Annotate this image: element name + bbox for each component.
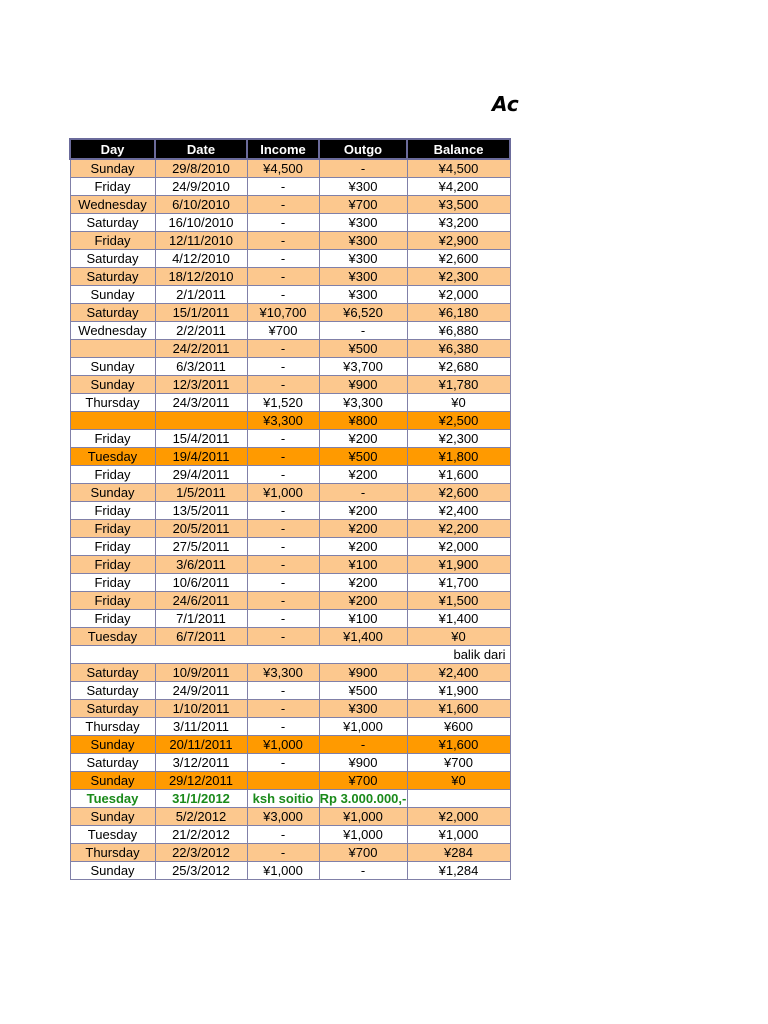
cell-day[interactable]: Tuesday xyxy=(70,448,155,466)
cell-day[interactable]: Tuesday xyxy=(70,826,155,844)
cell-income[interactable]: - xyxy=(247,610,319,628)
cell-date[interactable]: 4/12/2010 xyxy=(155,250,247,268)
cell-income[interactable]: - xyxy=(247,466,319,484)
cell-income[interactable]: - xyxy=(247,250,319,268)
table-row xyxy=(70,718,510,736)
cell-outgo[interactable]: ¥300 xyxy=(319,214,407,232)
cell-day[interactable]: Sunday xyxy=(70,736,155,754)
cell-balance[interactable]: ¥284 xyxy=(407,844,510,862)
cell-income[interactable]: - xyxy=(247,430,319,448)
table-row xyxy=(70,754,510,772)
table-row xyxy=(70,484,510,502)
cell-income[interactable]: ksh soitio xyxy=(247,790,319,808)
cell-income[interactable]: - xyxy=(247,556,319,574)
table-row xyxy=(70,250,510,268)
table-row xyxy=(70,592,510,610)
cell-day[interactable]: Friday xyxy=(70,466,155,484)
cell-day[interactable]: Sunday xyxy=(70,159,155,178)
table-row xyxy=(70,682,510,700)
table-row xyxy=(70,322,510,340)
cell-date[interactable]: 24/2/2011 xyxy=(155,340,247,358)
cell-outgo[interactable]: ¥1,000 xyxy=(319,808,407,826)
table-row xyxy=(70,268,510,286)
table-row xyxy=(70,538,510,556)
cell-balance[interactable]: ¥2,300 xyxy=(407,430,510,448)
cell-day[interactable]: Saturday xyxy=(70,268,155,286)
cell-balance[interactable]: ¥1,284 xyxy=(407,862,510,880)
column-header-income[interactable]: Income xyxy=(247,139,319,159)
cell-date[interactable]: 20/11/2011 xyxy=(155,736,247,754)
table-row xyxy=(70,286,510,304)
cell-balance[interactable]: ¥1,700 xyxy=(407,574,510,592)
cell-day[interactable] xyxy=(70,412,155,430)
cell-outgo[interactable]: - xyxy=(319,484,407,502)
cell-balance[interactable]: ¥600 xyxy=(407,718,510,736)
cell-day[interactable]: Friday xyxy=(70,538,155,556)
cell-date[interactable]: 12/11/2010 xyxy=(155,232,247,250)
cell-income[interactable]: - xyxy=(247,754,319,772)
cell-income[interactable]: - xyxy=(247,700,319,718)
cell-balance[interactable]: ¥2,200 xyxy=(407,520,510,538)
cell-outgo[interactable]: ¥300 xyxy=(319,178,407,196)
cell-date[interactable] xyxy=(155,412,247,430)
cell-day[interactable]: Tuesday xyxy=(70,790,155,808)
table-row xyxy=(70,214,510,232)
cell-outgo[interactable]: - xyxy=(319,736,407,754)
cell-day[interactable]: Friday xyxy=(70,574,155,592)
cell-income[interactable]: - xyxy=(247,628,319,646)
cell-income[interactable]: ¥1,000 xyxy=(247,484,319,502)
table-row xyxy=(70,412,510,430)
table-row xyxy=(70,844,510,862)
cell-income[interactable]: - xyxy=(247,340,319,358)
cell-outgo[interactable]: - xyxy=(319,862,407,880)
cell-day[interactable]: Friday xyxy=(70,502,155,520)
table-row xyxy=(70,862,510,880)
cell-income[interactable]: ¥10,700 xyxy=(247,304,319,322)
cell-date[interactable]: 6/7/2011 xyxy=(155,628,247,646)
cell-balance[interactable]: ¥3,200 xyxy=(407,214,510,232)
cell-income[interactable]: - xyxy=(247,718,319,736)
cell-day[interactable]: Saturday xyxy=(70,700,155,718)
cell-income[interactable] xyxy=(247,772,319,790)
cell-income[interactable]: - xyxy=(247,502,319,520)
cell-balance[interactable]: ¥1,780 xyxy=(407,376,510,394)
cell-balance[interactable]: ¥4,200 xyxy=(407,178,510,196)
cell-outgo[interactable]: ¥300 xyxy=(319,250,407,268)
cell-balance[interactable]: ¥2,000 xyxy=(407,286,510,304)
cell-balance[interactable]: ¥2,000 xyxy=(407,808,510,826)
cell-day[interactable]: Friday xyxy=(70,520,155,538)
cell-outgo[interactable]: ¥800 xyxy=(319,412,407,430)
cell-outgo[interactable]: - xyxy=(319,322,407,340)
cell-income[interactable]: - xyxy=(247,592,319,610)
cell-date[interactable]: 24/6/2011 xyxy=(155,592,247,610)
table-row xyxy=(70,628,510,646)
cell-date[interactable]: 15/1/2011 xyxy=(155,304,247,322)
table-row xyxy=(70,502,510,520)
cell-balance[interactable]: ¥2,500 xyxy=(407,412,510,430)
cell-balance[interactable]: ¥1,600 xyxy=(407,466,510,484)
cell-outgo[interactable]: ¥500 xyxy=(319,340,407,358)
cell-date[interactable]: 20/5/2011 xyxy=(155,520,247,538)
cell-income[interactable]: ¥4,500 xyxy=(247,159,319,178)
cell-date[interactable]: 15/4/2011 xyxy=(155,430,247,448)
cell-outgo[interactable]: ¥100 xyxy=(319,610,407,628)
cell-income[interactable]: - xyxy=(247,358,319,376)
cell-income[interactable]: ¥1,520 xyxy=(247,394,319,412)
cell-balance[interactable]: ¥2,400 xyxy=(407,664,510,682)
column-header-date[interactable]: Date xyxy=(155,139,247,159)
cell-date[interactable]: 10/6/2011 xyxy=(155,574,247,592)
table-row xyxy=(70,159,510,178)
cell-day[interactable]: Thursday xyxy=(70,718,155,736)
cell-date[interactable]: 2/2/2011 xyxy=(155,322,247,340)
table-row xyxy=(70,358,510,376)
note-row xyxy=(70,646,510,664)
cell-balance[interactable]: ¥1,000 xyxy=(407,826,510,844)
cell-balance[interactable]: ¥6,380 xyxy=(407,340,510,358)
cell-outgo[interactable]: ¥300 xyxy=(319,268,407,286)
cell-date[interactable]: 5/2/2012 xyxy=(155,808,247,826)
cell-balance[interactable]: ¥2,900 xyxy=(407,232,510,250)
cell-date[interactable]: 27/5/2011 xyxy=(155,538,247,556)
cell-income[interactable]: ¥3,300 xyxy=(247,664,319,682)
table-row xyxy=(70,466,510,484)
cell-day[interactable]: Friday xyxy=(70,556,155,574)
cell-balance[interactable] xyxy=(407,790,510,808)
table-row xyxy=(70,790,510,808)
cell-date[interactable]: 24/9/2010 xyxy=(155,178,247,196)
cell-income[interactable]: ¥3,300 xyxy=(247,412,319,430)
cell-outgo[interactable]: Rp 3.000.000,- xyxy=(319,791,407,806)
cell-date[interactable]: 1/5/2011 xyxy=(155,484,247,502)
table-row xyxy=(70,610,510,628)
cell-balance[interactable]: ¥3,500 xyxy=(407,196,510,214)
cell-balance[interactable]: ¥0 xyxy=(407,772,510,790)
cell-date[interactable]: 1/10/2011 xyxy=(155,700,247,718)
cell-outgo[interactable]: ¥3,300 xyxy=(319,394,407,412)
header-row xyxy=(70,139,510,159)
cell-income[interactable]: ¥700 xyxy=(247,322,319,340)
cell-balance[interactable]: ¥1,800 xyxy=(407,448,510,466)
cell-day[interactable]: Wednesday xyxy=(70,322,155,340)
column-header-balance[interactable]: Balance xyxy=(407,139,510,159)
cell-income[interactable]: - xyxy=(247,232,319,250)
cell-day[interactable]: Sunday xyxy=(70,772,155,790)
cell-date[interactable]: 12/3/2011 xyxy=(155,376,247,394)
cell-outgo[interactable]: ¥300 xyxy=(319,700,407,718)
cell-income[interactable]: - xyxy=(247,178,319,196)
cell-date[interactable]: 24/9/2011 xyxy=(155,682,247,700)
table-row xyxy=(70,700,510,718)
cell-balance[interactable]: ¥1,900 xyxy=(407,682,510,700)
cell-balance[interactable]: ¥4,500 xyxy=(407,159,510,178)
cell-income[interactable]: - xyxy=(247,376,319,394)
cell-outgo[interactable]: ¥300 xyxy=(319,286,407,304)
table-row xyxy=(70,340,510,358)
cell-balance[interactable]: ¥2,400 xyxy=(407,502,510,520)
cell-balance[interactable]: ¥1,400 xyxy=(407,610,510,628)
cell-balance[interactable]: ¥1,500 xyxy=(407,592,510,610)
cell-day[interactable]: Friday xyxy=(70,430,155,448)
table-row xyxy=(70,448,510,466)
cell-date[interactable]: 3/12/2011 xyxy=(155,754,247,772)
cell-outgo[interactable]: ¥100 xyxy=(319,556,407,574)
cell-note[interactable]: balik dari xyxy=(70,646,510,664)
cell-outgo[interactable]: ¥700 xyxy=(319,844,407,862)
cell-date[interactable]: 29/12/2011 xyxy=(155,772,247,790)
cell-income[interactable]: - xyxy=(247,268,319,286)
cell-outgo[interactable]: ¥200 xyxy=(319,538,407,556)
cell-date[interactable]: 31/1/2012 xyxy=(155,790,247,808)
cell-day[interactable]: Friday xyxy=(70,592,155,610)
cell-day[interactable]: Saturday xyxy=(70,754,155,772)
cell-day[interactable]: Tuesday xyxy=(70,628,155,646)
table-row xyxy=(70,826,510,844)
column-header-outgo[interactable]: Outgo xyxy=(319,139,407,159)
cell-date[interactable]: 22/3/2012 xyxy=(155,844,247,862)
cell-date[interactable]: 10/9/2011 xyxy=(155,664,247,682)
table-row xyxy=(70,772,510,790)
cell-outgo[interactable]: ¥200 xyxy=(319,520,407,538)
cell-day[interactable]: Sunday xyxy=(70,376,155,394)
cell-outgo[interactable]: ¥900 xyxy=(319,664,407,682)
cell-date[interactable]: 29/8/2010 xyxy=(155,159,247,178)
cell-date[interactable]: 19/4/2011 xyxy=(155,448,247,466)
table-row xyxy=(70,196,510,214)
cell-outgo[interactable]: ¥200 xyxy=(319,466,407,484)
cell-outgo[interactable]: ¥500 xyxy=(319,682,407,700)
cell-date[interactable]: 2/1/2011 xyxy=(155,286,247,304)
cell-outgo[interactable]: ¥200 xyxy=(319,502,407,520)
cell-balance[interactable]: ¥2,000 xyxy=(407,538,510,556)
cell-income[interactable]: - xyxy=(247,682,319,700)
cell-day[interactable]: Sunday xyxy=(70,358,155,376)
cell-outgo[interactable]: ¥3,700 xyxy=(319,358,407,376)
cell-outgo[interactable]: ¥700 xyxy=(319,196,407,214)
cell-day[interactable]: Saturday xyxy=(70,664,155,682)
cell-outgo[interactable]: ¥900 xyxy=(319,754,407,772)
cell-outgo[interactable]: ¥200 xyxy=(319,592,407,610)
cell-day[interactable]: Friday xyxy=(70,178,155,196)
cell-day[interactable]: Thursday xyxy=(70,394,155,412)
table-row xyxy=(70,664,510,682)
cell-balance[interactable]: ¥0 xyxy=(407,394,510,412)
cell-outgo[interactable]: ¥6,520 xyxy=(319,304,407,322)
cell-date[interactable]: 6/3/2011 xyxy=(155,358,247,376)
cell-income[interactable]: - xyxy=(247,538,319,556)
cell-outgo[interactable]: ¥500 xyxy=(319,448,407,466)
table-row xyxy=(70,178,510,196)
cell-balance[interactable]: ¥6,880 xyxy=(407,322,510,340)
cell-date[interactable]: 24/3/2011 xyxy=(155,394,247,412)
cell-outgo[interactable]: ¥700 xyxy=(319,772,407,790)
cell-outgo[interactable]: ¥900 xyxy=(319,376,407,394)
cell-balance[interactable]: ¥700 xyxy=(407,754,510,772)
cell-day[interactable]: Saturday xyxy=(70,214,155,232)
cell-balance[interactable]: ¥2,680 xyxy=(407,358,510,376)
table-row xyxy=(70,574,510,592)
cell-date[interactable]: 3/6/2011 xyxy=(155,556,247,574)
cell-day[interactable]: Sunday xyxy=(70,808,155,826)
cell-income[interactable]: - xyxy=(247,196,319,214)
table-row xyxy=(70,376,510,394)
cell-day[interactable]: Sunday xyxy=(70,286,155,304)
cell-day[interactable]: Saturday xyxy=(70,682,155,700)
cell-day[interactable]: Thursday xyxy=(70,844,155,862)
cell-day[interactable]: Saturday xyxy=(70,250,155,268)
cell-balance[interactable]: ¥2,300 xyxy=(407,268,510,286)
cell-balance[interactable]: ¥2,600 xyxy=(407,484,510,502)
cell-balance[interactable]: ¥1,600 xyxy=(407,736,510,754)
cell-date[interactable]: 13/5/2011 xyxy=(155,502,247,520)
table-row xyxy=(70,304,510,322)
sheet-title: Ac xyxy=(492,92,519,116)
cell-income[interactable]: - xyxy=(247,448,319,466)
cell-date[interactable]: 3/11/2011 xyxy=(155,718,247,736)
cell-balance[interactable]: ¥1,600 xyxy=(407,700,510,718)
cell-income[interactable]: - xyxy=(247,214,319,232)
cell-date[interactable]: 7/1/2011 xyxy=(155,610,247,628)
cell-outgo[interactable]: ¥300 xyxy=(319,232,407,250)
cell-outgo[interactable]: ¥200 xyxy=(319,430,407,448)
cell-outgo[interactable]: ¥1,400 xyxy=(319,628,407,646)
cell-outgo[interactable]: ¥1,000 xyxy=(319,718,407,736)
cell-date[interactable]: 16/10/2010 xyxy=(155,214,247,232)
cell-income[interactable]: - xyxy=(247,286,319,304)
cell-income[interactable]: ¥3,000 xyxy=(247,808,319,826)
ledger-body xyxy=(70,159,510,880)
cell-income[interactable]: ¥1,000 xyxy=(247,862,319,880)
table-row xyxy=(70,232,510,250)
cell-date[interactable]: 25/3/2012 xyxy=(155,862,247,880)
cell-income[interactable]: - xyxy=(247,844,319,862)
cell-income[interactable]: - xyxy=(247,520,319,538)
cell-balance[interactable]: ¥2,600 xyxy=(407,250,510,268)
table-row xyxy=(70,430,510,448)
cell-date[interactable]: 29/4/2011 xyxy=(155,466,247,484)
cell-day[interactable]: Friday xyxy=(70,610,155,628)
cell-day[interactable]: Sunday xyxy=(70,484,155,502)
cell-balance[interactable]: ¥0 xyxy=(407,628,510,646)
table-row xyxy=(70,808,510,826)
cell-income[interactable]: ¥1,000 xyxy=(247,736,319,754)
cell-balance[interactable]: ¥1,900 xyxy=(407,556,510,574)
cell-income[interactable]: - xyxy=(247,574,319,592)
table-row xyxy=(70,736,510,754)
table-row xyxy=(70,520,510,538)
table-row xyxy=(70,394,510,412)
cell-outgo[interactable]: - xyxy=(319,159,407,178)
ledger-table xyxy=(69,138,511,880)
cell-balance[interactable]: ¥6,180 xyxy=(407,304,510,322)
cell-day[interactable]: Friday xyxy=(70,232,155,250)
column-header-day[interactable]: Day xyxy=(70,139,155,159)
table-row xyxy=(70,556,510,574)
cell-date[interactable]: 6/10/2010 xyxy=(155,196,247,214)
cell-income[interactable]: - xyxy=(247,826,319,844)
cell-day[interactable] xyxy=(70,340,155,358)
cell-outgo[interactable]: ¥200 xyxy=(319,574,407,592)
cell-day[interactable]: Wednesday xyxy=(70,196,155,214)
cell-date[interactable]: 21/2/2012 xyxy=(155,826,247,844)
cell-day[interactable]: Sunday xyxy=(70,862,155,880)
cell-date[interactable]: 18/12/2010 xyxy=(155,268,247,286)
cell-outgo[interactable]: ¥1,000 xyxy=(319,826,407,844)
cell-day[interactable]: Saturday xyxy=(70,304,155,322)
